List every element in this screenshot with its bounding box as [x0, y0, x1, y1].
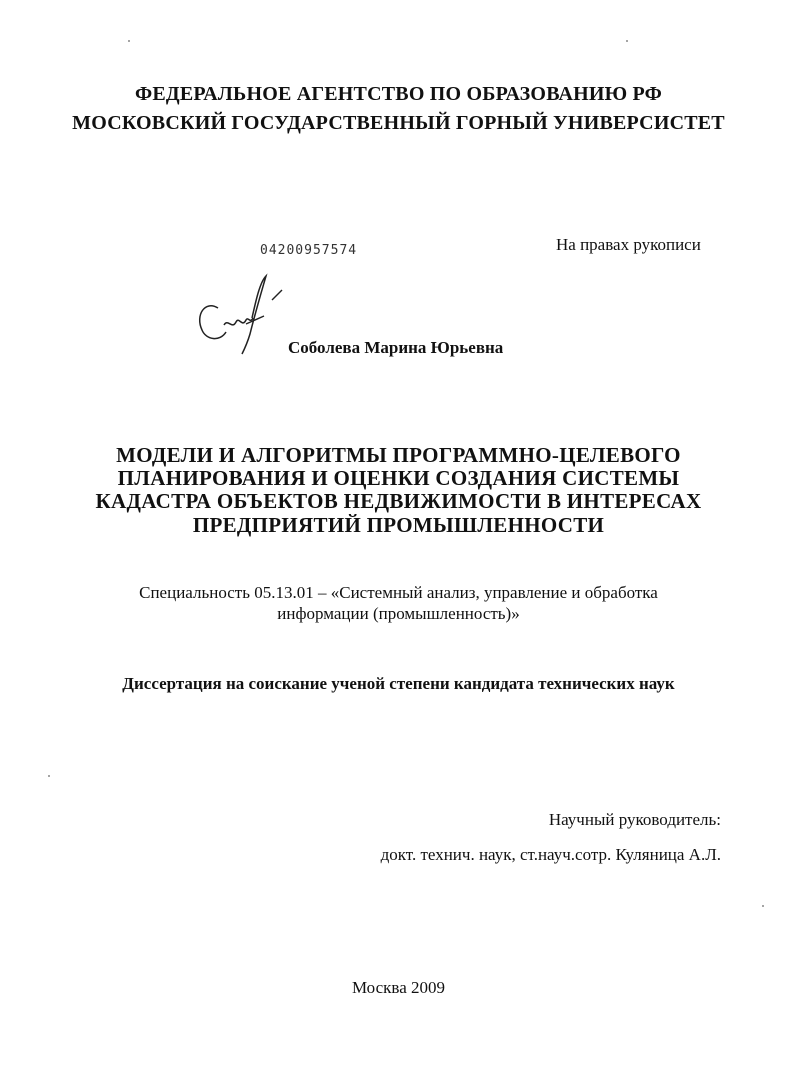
supervisor-name: докт. технич. наук, ст.науч.сотр. Куляница А.Л. [380, 845, 721, 864]
city-year: Москва 2009 [351, 978, 446, 997]
scan-speck [128, 40, 130, 42]
dissertation-type: Диссертация на соискание ученой степени кандидата технических наук [122, 674, 675, 693]
author-name: Соболева Марина Юрьевна [288, 338, 504, 357]
title-line-3: КАДАСТРА ОБЪЕКТОВ НЕДВИЖИМОСТИ В ИНТЕРЕСАХ [95, 489, 702, 513]
title-line-1: МОДЕЛИ И АЛГОРИТМЫ ПРОГРАММНО-ЦЕЛЕВОГО [116, 443, 681, 467]
scan-speck [48, 775, 50, 777]
scan-speck [762, 905, 764, 907]
registry-number: 04200957574 [260, 243, 358, 258]
supervisor-label: Научный руководитель: [548, 810, 721, 829]
signature-icon [190, 270, 290, 360]
scan-speck [626, 40, 628, 42]
specialty-line-2: информации (промышленность)» [277, 604, 520, 623]
title-line-2: ПЛАНИРОВАНИЯ И ОЦЕНКИ СОЗДАНИЯ СИСТЕМЫ [117, 466, 680, 490]
manuscript-rights: На правах рукописи [556, 235, 701, 254]
agency-heading: ФЕДЕРАЛЬНОЕ АГЕНТСТВО ПО ОБРАЗОВАНИЮ РФ [135, 83, 662, 105]
title-line-4: ПРЕДПРИЯТИЙ ПРОМЫШЛЕННОСТИ [192, 513, 605, 537]
university-heading: МОСКОВСКИЙ ГОСУДАРСТВЕННЫЙ ГОРНЫЙ УНИВЕРСИСТЕТ [72, 112, 725, 134]
specialty-line-1: Специальность 05.13.01 – «Системный анализ, управление и обработка [139, 583, 658, 602]
